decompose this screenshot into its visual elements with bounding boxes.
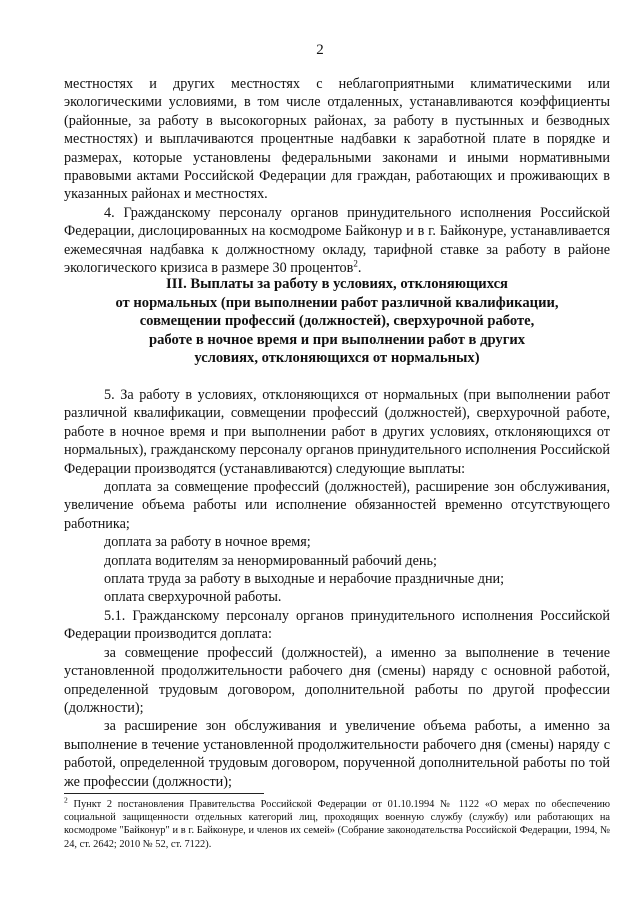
paragraph-5-1: 5.1. Гражданскому персоналу органов принудительного исполнения Российской Федерации производится доплата: (64, 607, 610, 643)
section-heading (64, 275, 610, 368)
section-heading-line: III. Выплаты за работу в условиях, отклоняющихся (166, 276, 508, 292)
footnote (64, 795, 610, 851)
paragraph-4-end: . (357, 260, 362, 277)
paragraph-4-text: 4. Гражданскому персоналу органов принудительного исполнения Российской Федерации, дислоцированных на космодроме Байконур и в г. Байконуре, устанавливается ежемесячная надбавка к должностному окладу, тарифной ставке за работу в районе экологического кризиса в размере 30 процентов (64, 204, 610, 277)
footnote-text-line (64, 795, 610, 851)
main-text-block (64, 386, 610, 791)
section-heading-line: совмещении профессий (должностей), сверхурочной работе, (139, 313, 535, 330)
section-heading-line: работе в ночное время и при выполнении работ в других (148, 331, 526, 348)
section-heading-line: от нормальных (при выполнении работ различной квалификации, (115, 294, 559, 311)
paragraph-5: 5. За работу в условиях, отклоняющихся от нормальных (при выполнении работ различной квалификации, совмещении профессий (должностей), сверхурочной работе, работе в ночное время и при выполнении работ в других условиях, отклоняющихся от нормальных), гражданскому персоналу органов принудительного исполнения Российской Федерации производятся (устанавливаются) следующие выплаты: (64, 387, 610, 477)
list-item: доплата за работу в ночное время; (104, 534, 311, 551)
footnote-marker: 2 (64, 795, 68, 805)
section-heading-line: условиях, отклоняющихся от нормальных) (194, 350, 480, 367)
paragraph-5-1-a: за совмещение профессий (должностей), а именно за выполнение в течение установленной продолжительности рабочего дня (смены) наряду с основной работой, определенной трудовым договором, дополнительной работы по другой профессии (должности); (64, 644, 610, 716)
list-item: доплата водителям за ненормированный рабочий день; (104, 552, 437, 569)
footnote-divider (64, 793, 264, 794)
page-number: 2 (316, 42, 324, 58)
paragraph-4 (64, 204, 610, 278)
list-item: оплата труда за работу в выходные и нерабочие праздничные дни; (104, 571, 505, 588)
footnote-reference[interactable]: 2 (353, 258, 358, 269)
paragraph-continuation: местностях и других местностях с неблагоприятными климатическими или экологическими условиями, в том числе отдаленных, устанавливаются коэффициенты (районные, за работу в высокогорных районах, за работу в пустынных и безводных местностях) и выплачиваются процентные надбавки к заработной плате в порядке и размерах, которые установлены федеральными законами и иными нормативными правовыми актами Российской Федерации для граждан, работающих и проживающих в указанных районах и местностях. (64, 76, 610, 203)
list-item: оплата сверхурочной работы. (104, 589, 282, 606)
paragraph-5-1-b: за расширение зон обслуживания и увеличение объема работы, а именно за выполнение в течение установленной продолжительности рабочего дня (смены) наряду с работой, определенной трудовым договором, порученной дополнительной работы по той же профессии (должности); (64, 718, 610, 790)
top-text-block (64, 75, 610, 277)
footnote-text: Пункт 2 постановления Правительства Российской Федерации от 01.10.1994 № 1122 «О мерах по обеспечению социальной защищенности отдельных категорий лиц, проходящих военную службу (службу) или работающих на космодроме "Байконур" и в г. Байконуре, и членов их семей» (Собрание законодательства Российской Федерации, 1994, № 24, ст. 2642; 2010 № 52, ст. 7122). (64, 799, 610, 850)
list-item: доплата за совмещение профессий (должностей), расширение зон обслуживания, увеличение объема работы или исполнение обязанностей временно отсутствующего работника; (64, 479, 610, 532)
